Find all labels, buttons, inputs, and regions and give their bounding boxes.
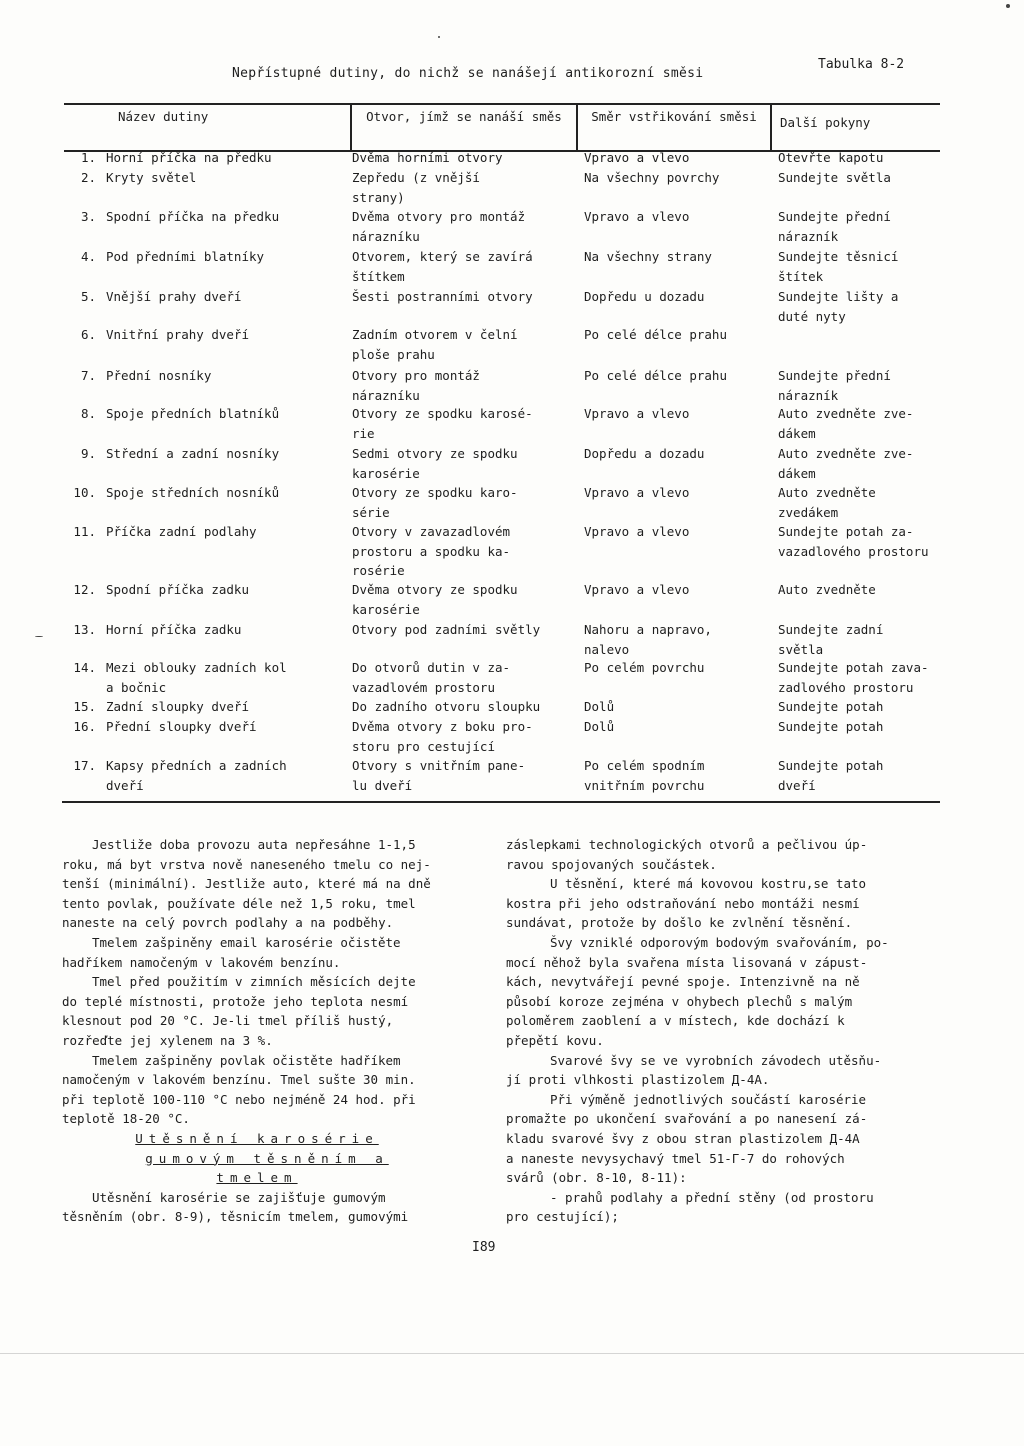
paragraph xyxy=(506,933,906,1051)
cell-opening xyxy=(352,148,503,168)
cell-name xyxy=(106,697,249,717)
cell-line: Sundejte potah xyxy=(778,699,884,714)
cell-name xyxy=(106,522,257,542)
row-number: 7. xyxy=(80,368,96,383)
cell-opening xyxy=(352,697,540,717)
cell-line: Sundejte přední xyxy=(778,209,891,224)
paragraph xyxy=(62,1051,462,1129)
text-line: rozřeďte jej xylenem na 3 %. xyxy=(62,1032,273,1048)
text-line: kladu svarové švy z obou stran plastizolem Д-4А xyxy=(506,1130,860,1146)
cell-opening xyxy=(352,756,525,795)
cell-line: Na všechny povrchy xyxy=(584,170,720,185)
cell-line: ploše prahu xyxy=(352,346,435,362)
cell-line: Otvory pod zadními světly xyxy=(352,622,541,637)
text-line: klesnout pod 20 °C. Je-li tmel příliš hustý, xyxy=(62,1013,394,1029)
cell-line: Po celé délce prahu xyxy=(584,327,727,342)
cell-opening xyxy=(352,717,533,756)
cell-line: nalevo xyxy=(584,641,630,657)
cell-line: Sedmi otvory ze spodku xyxy=(352,446,518,461)
text-line: těsněním (obr. 8-9), těsnicím tmelem, gumovými xyxy=(62,1209,409,1225)
cell-line: Otvory ze spodku karo- xyxy=(352,485,518,500)
row-number: 10. xyxy=(73,485,96,500)
row-number: 1. xyxy=(80,150,96,165)
cell-notes xyxy=(778,247,898,286)
cell-line: Sundejte potah za- xyxy=(778,524,914,539)
row-number: 13. xyxy=(73,622,96,637)
cell-name xyxy=(106,444,279,464)
cell-direction xyxy=(584,247,712,267)
section-heading xyxy=(62,1129,452,1188)
cell-name xyxy=(106,756,287,795)
cell-line: Otvory s vnitřním pane- xyxy=(352,758,526,773)
cell-line: Spoje středních nosníků xyxy=(106,485,280,500)
paragraph xyxy=(62,933,462,972)
paragraph xyxy=(62,972,462,1050)
cell-notes xyxy=(778,207,891,246)
column-header-direction: Směr vstřikování směsi xyxy=(591,109,757,124)
cell-line: nárazníku xyxy=(352,228,420,244)
cell-name xyxy=(106,483,279,503)
text-line: Svarové švy se ve vyrobních závodech utěsňu- xyxy=(550,1052,882,1068)
column-header-name: Název dutiny xyxy=(118,109,209,124)
cell-name xyxy=(106,247,264,267)
row-number: 4. xyxy=(80,249,96,264)
row-number: 12. xyxy=(73,582,96,597)
cell-line: Šesti postranními otvory xyxy=(352,289,533,304)
table-top-rule xyxy=(64,103,940,105)
cell-line: Dolů xyxy=(584,719,615,734)
cell-line: Vpravo a vlevo xyxy=(584,485,690,500)
cell-line: Horní příčka zadku xyxy=(106,622,242,637)
cell-line: Do otvorů dutin v za- xyxy=(352,660,511,675)
cell-name xyxy=(106,207,279,227)
cell-direction xyxy=(584,620,712,659)
cell-line: Přední nosníky xyxy=(106,368,212,383)
cell-line: Auto zvedněte zve- xyxy=(778,406,914,421)
cell-opening xyxy=(352,483,518,522)
text-line: - prahů podlahy a přední stěny (od prostoru xyxy=(550,1189,874,1205)
cell-line: Spodní příčka zadku xyxy=(106,582,249,597)
cell-name xyxy=(106,404,279,424)
text-line: tento povlak, používate déle než 1,5 roku, tmel xyxy=(62,895,416,911)
cell-line: nárazníku xyxy=(352,387,420,403)
cell-line: a bočnic xyxy=(106,679,167,695)
cell-direction xyxy=(584,148,689,168)
table-divider-3 xyxy=(770,104,772,152)
row-number: 15. xyxy=(73,699,96,714)
scan-edge-line xyxy=(0,1353,1024,1354)
cell-notes xyxy=(778,522,929,561)
text-line: do teplé místnosti, protože jeho teplota nesmí xyxy=(62,993,409,1009)
cell-line: Sundejte světla xyxy=(778,170,891,185)
cell-line: Auto zvedněte xyxy=(778,485,876,500)
cell-line: Vpravo a vlevo xyxy=(584,582,690,597)
cell-opening xyxy=(352,404,533,443)
cell-direction xyxy=(584,168,719,188)
paragraph xyxy=(506,835,906,874)
cell-opening xyxy=(352,658,510,697)
cell-opening xyxy=(352,620,540,640)
cell-line: Otvorem, který se zavírá xyxy=(352,249,533,264)
row-number: 3. xyxy=(80,209,96,224)
row-number: 6. xyxy=(80,327,96,342)
cell-opening xyxy=(352,325,518,364)
cell-opening xyxy=(352,522,510,581)
cell-line: Zadní sloupky dveří xyxy=(106,699,249,714)
text-line: roku, má byt vrstva nově naneseného tmelu co nej- xyxy=(62,856,431,872)
cell-line: lu dveří xyxy=(352,777,413,793)
cell-line: prostoru a spodku ka- xyxy=(352,543,511,559)
cell-direction xyxy=(584,580,689,600)
text-line: při teplotě 100-110 °C nebo nejméně 24 hod. při xyxy=(62,1091,416,1107)
cell-line: světla xyxy=(778,641,824,657)
cell-line: Vpravo a vlevo xyxy=(584,150,690,165)
cell-line: Dolů xyxy=(584,699,615,714)
paragraph xyxy=(506,1051,906,1090)
row-number: 8. xyxy=(80,406,96,421)
cell-line: Sundejte potah zava- xyxy=(778,660,929,675)
text-line: Při výměně jednotlivých součástí karosérie xyxy=(550,1091,867,1107)
cell-line: karosérie xyxy=(352,465,420,481)
text-line: ravou spojovaných součástek. xyxy=(506,856,717,872)
cell-direction xyxy=(584,325,727,345)
text-line: Tmelem zašpiněny email karosérie očistěte xyxy=(92,934,401,950)
cell-line: Po celém spodním xyxy=(584,758,705,773)
cell-line: Otvory pro montáž xyxy=(352,368,480,383)
table-divider-1 xyxy=(350,104,352,152)
heading-line: gumovým těsněním a xyxy=(145,1150,389,1166)
cell-notes xyxy=(778,287,898,326)
text-line: naneste na celý povrch podlahy a na podběhy. xyxy=(62,915,394,931)
text-line: svárů (obr. 8-10, 8-11): xyxy=(506,1170,687,1186)
cell-line: Po celé délce prahu xyxy=(584,368,727,383)
cell-line: zvedákem xyxy=(778,504,839,520)
cell-name xyxy=(106,325,249,345)
cell-notes xyxy=(778,756,883,795)
cell-notes xyxy=(778,148,883,168)
cell-notes xyxy=(778,366,891,405)
cell-line: Dopředu u dozadu xyxy=(584,289,705,304)
cell-line: Zepředu (z vnější xyxy=(352,170,480,185)
body-left-column xyxy=(62,835,462,1227)
column-header-opening: Otvor, jímž se nanáší směs xyxy=(366,109,562,124)
cell-line: Kapsy předních a zadních xyxy=(106,758,287,773)
cell-line: Střední a zadní nosníky xyxy=(106,446,280,461)
text-line: hadříkem namočeným v lakovém benzínu. xyxy=(62,954,341,970)
cell-notes xyxy=(778,444,913,483)
cell-opening xyxy=(352,580,518,619)
row-number: 9. xyxy=(80,446,96,461)
cell-line: Přední sloupky dveří xyxy=(106,719,257,734)
body-right-column xyxy=(506,835,906,1227)
cell-direction xyxy=(584,483,689,503)
scan-speck xyxy=(35,636,43,637)
text-line: tenší (minimální). Jestliže auto, které má na dně xyxy=(62,876,431,892)
cell-opening xyxy=(352,444,518,483)
cell-opening xyxy=(352,168,480,207)
table-label: Tabulka 8-2 xyxy=(818,57,905,72)
cell-line: štítkem xyxy=(352,268,405,284)
cell-line: strany) xyxy=(352,189,405,205)
row-number: 17. xyxy=(73,758,96,773)
text-line: kách, nevytvářejí pevné spoje. Intenzivně na ně xyxy=(506,974,860,990)
text-line: Utěsnění karosérie se zajišťuje gumovým xyxy=(92,1189,386,1205)
row-number: 11. xyxy=(73,524,96,539)
column-header-notes: Další pokyny xyxy=(780,115,871,130)
cell-notes xyxy=(778,620,883,659)
text-line: mocí něhož byla svařena místa lisovaná v zápust- xyxy=(506,954,868,970)
row-number: 16. xyxy=(73,719,96,734)
text-line: a naneste nevysychavý tmel 51-Г-7 do rohových xyxy=(506,1150,845,1166)
cell-direction xyxy=(584,658,704,678)
row-number: 2. xyxy=(80,170,96,185)
cell-direction xyxy=(584,756,704,795)
cell-line: vazadlového prostoru xyxy=(778,543,929,559)
cell-line: Vpravo a vlevo xyxy=(584,524,690,539)
cell-name xyxy=(106,658,287,697)
cell-line: Zadním otvorem v čelní xyxy=(352,327,518,342)
cell-line: Dopředu a dozadu xyxy=(584,446,705,461)
cell-direction xyxy=(584,366,727,386)
cell-line: Vnitřní prahy dveří xyxy=(106,327,249,342)
cell-line: Spoje předních blatníků xyxy=(106,406,280,421)
cell-opening xyxy=(352,207,525,246)
cell-line: karosérie xyxy=(352,601,420,617)
table-title: Nepřístupné dutiny, do nichž se nanášejí antikorozní směsi xyxy=(232,66,704,81)
page-number: I89 xyxy=(472,1240,496,1255)
heading-line: Utěsnění karosérie xyxy=(135,1130,379,1146)
text-line: sundávat, protože by došlo ke zvlnění těsnění. xyxy=(506,915,853,931)
cell-line: Sundejte přední xyxy=(778,368,891,383)
cell-line: nárazník xyxy=(778,387,839,403)
cell-line: Dvěma horními otvory xyxy=(352,150,503,165)
cell-line: štítek xyxy=(778,268,824,284)
cell-name xyxy=(106,620,241,640)
cell-line: Nahoru a napravo, xyxy=(584,622,712,637)
text-line: Tmelem zašpiněny povlak očistěte hadříkem xyxy=(92,1052,401,1068)
cell-name xyxy=(106,287,241,307)
cell-line: Otvory ze spodku karosé- xyxy=(352,406,533,421)
scan-speck xyxy=(438,36,440,38)
cell-direction xyxy=(584,717,614,737)
cell-line: dveří xyxy=(106,777,144,793)
cell-notes xyxy=(778,168,891,188)
cell-line: Spodní příčka na předku xyxy=(106,209,280,224)
cell-line: Vpravo a vlevo xyxy=(584,209,690,224)
cell-name xyxy=(106,168,196,188)
paragraph xyxy=(62,835,462,933)
paragraph xyxy=(506,1188,906,1227)
cell-line: rosérie xyxy=(352,563,405,579)
cell-opening xyxy=(352,366,480,405)
table-bottom-rule xyxy=(62,801,940,803)
cell-direction xyxy=(584,444,704,464)
cell-direction xyxy=(584,697,614,717)
cell-direction xyxy=(584,287,704,307)
cell-notes xyxy=(778,697,883,717)
cell-line: Pod předními blatníky xyxy=(106,249,265,264)
row-number: 14. xyxy=(73,660,96,675)
heading-line: tmelem xyxy=(216,1170,298,1186)
cell-line: Sundejte těsnicí xyxy=(778,249,899,264)
scan-speck xyxy=(1006,4,1010,8)
cell-line: storu pro cestující xyxy=(352,738,495,754)
cell-notes xyxy=(778,580,876,600)
cell-name xyxy=(106,580,249,600)
cell-line: Do zadního otvoru sloupku xyxy=(352,699,541,714)
text-line: působí koroze zejména v ohybech plechů s malým xyxy=(506,993,853,1009)
cell-notes xyxy=(778,404,913,443)
paragraph xyxy=(506,874,906,933)
cell-line: dákem xyxy=(778,425,816,441)
text-line: Švy vzniklé odporovým bodovým svařováním, po- xyxy=(550,934,889,950)
cell-direction xyxy=(584,207,689,227)
cell-opening xyxy=(352,247,533,286)
text-line: pro cestující); xyxy=(506,1209,619,1225)
cell-line: zadlového prostoru xyxy=(778,679,914,695)
cell-line: dákem xyxy=(778,465,816,481)
text-line: Jestliže doba provozu auta nepřesáhne 1-1,5 xyxy=(92,837,416,852)
cell-name xyxy=(106,366,211,386)
cell-notes xyxy=(778,658,929,697)
cell-line: Sundejte potah xyxy=(778,758,884,773)
cell-name xyxy=(106,717,257,737)
cell-line: dveří xyxy=(778,777,816,793)
cell-notes xyxy=(778,717,883,737)
cell-line: Příčka zadní podlahy xyxy=(106,524,257,539)
cell-line: Kryty světel xyxy=(106,170,197,185)
row-number: 5. xyxy=(80,289,96,304)
cell-line: Sundejte potah xyxy=(778,719,884,734)
text-line: záslepkami technologických otvorů a pečlivou úp- xyxy=(506,837,868,852)
text-line: U těsnění, které má kovovou kostru,se tato xyxy=(550,876,867,892)
text-line: namočeným v lakovém benzínu. Tmel sušte 30 min. xyxy=(62,1072,416,1088)
text-line: kostra při jeho odstraňování nebo montáži nesmí xyxy=(506,895,860,911)
cell-line: vnitřním povrchu xyxy=(584,777,705,793)
cell-line: vazadlovém prostoru xyxy=(352,679,495,695)
text-line: Tmel před použitím v zimních měsících dejte xyxy=(92,974,416,990)
cell-line: Vnější prahy dveří xyxy=(106,289,242,304)
cell-line: Mezi oblouky zadních kol xyxy=(106,660,287,675)
table-divider-2 xyxy=(576,104,578,152)
cell-line: Horní příčka na předku xyxy=(106,150,272,165)
cell-line: Otevřte kapotu xyxy=(778,150,884,165)
cell-name xyxy=(106,148,272,168)
cell-line: Auto zvedněte zve- xyxy=(778,446,914,461)
text-line: promažte po ukončení svařování a po nanesení zá- xyxy=(506,1111,868,1127)
cell-line: Po celém povrchu xyxy=(584,660,705,675)
text-line: teplotě 18-20 °C. xyxy=(62,1111,190,1127)
cell-direction xyxy=(584,522,689,542)
cell-line: Sundejte lišty a xyxy=(778,289,899,304)
cell-line: duté nyty xyxy=(778,308,846,324)
cell-line: nárazník xyxy=(778,228,839,244)
paragraph xyxy=(62,1188,462,1227)
text-line: jí proti vlhkosti plastizolem Д-4А. xyxy=(506,1072,770,1088)
cell-line: Na všechny strany xyxy=(584,249,712,264)
cell-line: série xyxy=(352,504,390,520)
cell-line: rie xyxy=(352,425,375,441)
cell-direction xyxy=(584,404,689,424)
paragraph xyxy=(506,1090,906,1188)
cell-line: Auto zvedněte xyxy=(778,582,876,597)
text-line: poloměrem zaoblení a v místech, kde dochází k xyxy=(506,1013,845,1029)
cell-line: Dvěma otvory z boku pro- xyxy=(352,719,533,734)
cell-line: Sundejte zadní xyxy=(778,622,884,637)
cell-notes xyxy=(778,483,876,522)
cell-line: Dvěma otvory pro montáž xyxy=(352,209,526,224)
cell-line: Vpravo a vlevo xyxy=(584,406,690,421)
text-line: přepětí kovu. xyxy=(506,1032,604,1048)
cell-line: Dvěma otvory ze spodku xyxy=(352,582,518,597)
cell-opening xyxy=(352,287,533,307)
cell-line: Otvory v zavazadlovém xyxy=(352,524,511,539)
